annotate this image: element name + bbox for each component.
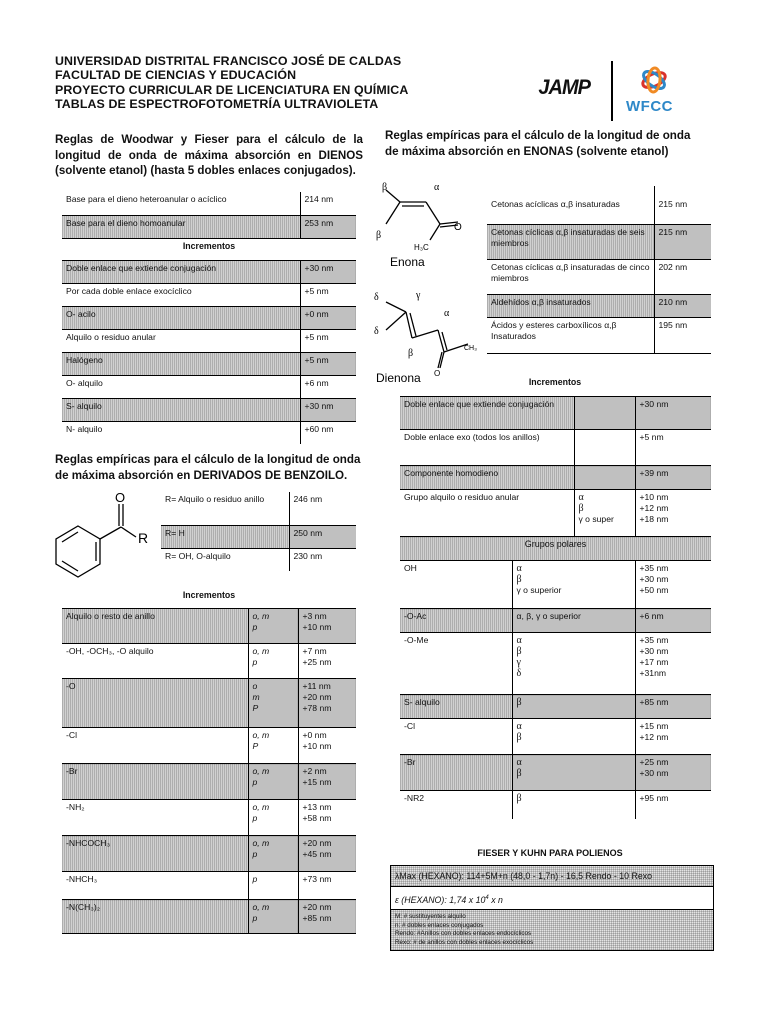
- table-row: Por cada doble enlace exocíclico +5 nm: [62, 283, 356, 306]
- table-row: S- alquilo +30 nm: [62, 398, 356, 421]
- benzoilo-base-table: [161, 492, 356, 571]
- dienona-delta-2: δ: [374, 326, 379, 337]
- table-caption-row: Incrementos: [182, 240, 236, 251]
- enona-h3c: H₃C: [414, 243, 429, 252]
- header-doc-title: TABLAS DE ESPECTROFOTOMETRÍA ULTRAVIOLETA: [55, 97, 379, 112]
- table-row: -O-Me α β γ δ +35 nm +30 nm +17 nm +31nm: [400, 633, 711, 695]
- table-row: OH α β γ o superior +35 nm +30 nm +50 nm: [400, 561, 711, 609]
- polienos-notes: M: # sustituyentes alquilo n: # dobles enlaces conjugados Rendo: #Anillos con dobles enlaces endocíclicos Rexo: # de anillos con dobles enlaces exocíclicos: [391, 909, 713, 950]
- table-row: -O o m P +11 nm +20 nm +78 nm: [62, 679, 356, 728]
- logo-divider: [611, 61, 613, 121]
- header-project: PROYECTO CURRICULAR DE LICENCIATURA EN QUÍMICA: [55, 82, 409, 97]
- table-row: -OH, -OCH₃, -O alquilo o, m p +7 nm +25 nm: [62, 644, 356, 679]
- table-row: Componente homodieno +39 nm: [400, 466, 711, 490]
- header-university: UNIVERSIDAD DISTRITAL FRANCISCO JOSÉ DE CALDAS: [55, 54, 402, 68]
- benzoilo-inc-title: Incrementos: [182, 590, 236, 600]
- table-row: Base para el dieno heteroanular o acíclico 214 nm: [62, 192, 356, 215]
- table-row: -Cl α β +15 nm +12 nm: [400, 719, 711, 755]
- polienos-lmax-formula: λMax (HEXANO): 114+5M+n (48,0 - 1,7n) - 16,5 Rendo - 10 Rexo: [391, 866, 713, 886]
- dienona-delta-1: δ: [374, 292, 379, 303]
- table-row: Doble enlace que extiende conjugación +30 nm: [62, 260, 356, 283]
- enona-dienona-structures-icon: [372, 172, 484, 394]
- dienona-alpha: α: [444, 308, 450, 319]
- dienos-table: [62, 192, 356, 444]
- enonas-inc-table: [400, 396, 711, 819]
- table-row: -NH₂ o, m p +13 nm +58 nm: [62, 800, 356, 836]
- table-row: -Cl o, m P +0 nm +10 nm: [62, 728, 356, 764]
- table-row: -NR2 β +95 nm: [400, 791, 711, 819]
- dienona-label: Dienona: [376, 371, 421, 385]
- table-row: -NHCH₃ p +73 nm: [62, 872, 356, 900]
- table-row: -Br α β +25 nm +30 nm: [400, 755, 711, 791]
- enona-beta-1: β: [382, 182, 388, 193]
- benzoyl-structure-icon: [48, 488, 160, 584]
- table-caption-row: Grupos polares: [400, 537, 711, 561]
- table-row: Cetonas cíclicas α,β insaturadas de seis miembros 215 nm: [487, 224, 711, 259]
- table-row: Cetonas acíclicas α,β insaturadas 215 nm: [487, 186, 711, 224]
- document-header: [55, 54, 408, 112]
- header-faculty: FACULTAD DE CIENCIAS Y EDUCACIÓN: [55, 68, 297, 83]
- benzoilo-title: Reglas empíricas para el cálculo de la longitud de onda de máxima absorción en DERIVADOS DE BENZOILO.: [55, 453, 361, 482]
- table-row: Doble enlace exo (todos los anillos) +5 nm: [400, 430, 711, 466]
- table-row: R= Alquilo o residuo anillo 246 nm: [161, 492, 356, 525]
- table-row: S- alquilo β +85 nm: [400, 695, 711, 719]
- polienos-box: [390, 865, 714, 951]
- benzoyl-o-label: O: [115, 490, 126, 505]
- table-row: O- alquilo +6 nm: [62, 375, 356, 398]
- dienos-title: Reglas de Woodwar y Fieser para el cálculo de la longitud de onda de máxima absorción en DIENOS (solvente etanol) (hasta 5 dobles enlaces conjugados).: [55, 133, 363, 178]
- enonas-base-table: [487, 186, 711, 354]
- table-row: Alquilo o residuo anular +5 nm: [62, 329, 356, 352]
- dienona-beta: β: [408, 348, 414, 359]
- jamp-logo: JAMP: [538, 76, 591, 99]
- table-row: R= OH, O-alquilo 230 nm: [161, 548, 356, 571]
- table-row: Ácidos y esteres carboxílicos α,β Insaturados 195 nm: [487, 317, 711, 353]
- enonas-title: Reglas empíricas para el cálculo de la longitud de onda de máxima absorción en ENONAS (solvente etanol): [385, 129, 691, 158]
- enonas-inc-title: Incrementos: [528, 377, 582, 387]
- dienona-o: O: [434, 369, 441, 378]
- wfcc-logo-text: WFCC: [626, 98, 673, 115]
- enona-o: O: [454, 222, 462, 233]
- enona-alpha: α: [434, 182, 440, 193]
- table-row: Doble enlace que extiende conjugación +30 nm: [400, 397, 711, 430]
- polienos-title: FIESER Y KUHN PARA POLIENOS: [477, 848, 623, 858]
- table-row: -Br o, m p +2 nm +15 nm: [62, 764, 356, 800]
- table-row: Halógeno +5 nm: [62, 352, 356, 375]
- table-row: -O-Ac α, β, γ o superior +6 nm: [400, 609, 711, 633]
- dienona-gamma: γ: [416, 290, 421, 301]
- table-row: -NHCOCH₃ o, m p +20 nm +45 nm: [62, 836, 356, 872]
- table-row: Base para el dieno homoanular 253 nm: [62, 215, 356, 238]
- table-row: N- alquilo +60 nm: [62, 421, 356, 444]
- dienona-ch3: CH₃: [464, 345, 477, 352]
- table-row: -N(CH₃)₂ o, m p +20 nm +85 nm: [62, 900, 356, 934]
- enona-label: Enona: [390, 255, 425, 269]
- table-row: O- acilo +0 nm: [62, 306, 356, 329]
- table-row: R= H 250 nm: [161, 525, 356, 548]
- table-row: Aldehídos α,β insaturados 210 nm: [487, 294, 711, 317]
- table-row: Grupo alquilo o residuo anular α β γ o super +10 nm +12 nm +18 nm: [400, 490, 711, 537]
- benzoilo-inc-table: [62, 608, 356, 934]
- table-row: Alquilo o resto de anillo o, m p +3 nm +10 nm: [62, 609, 356, 644]
- polienos-epsilon-formula: ε (HEXANO): 1,74 x $10^4$ x n: [391, 886, 713, 909]
- benzoyl-r-label: R: [138, 530, 149, 546]
- table-row: Cetonas cíclicas α,β insaturadas de cinco miembros 202 nm: [487, 259, 711, 294]
- enona-beta-2: β: [376, 230, 382, 241]
